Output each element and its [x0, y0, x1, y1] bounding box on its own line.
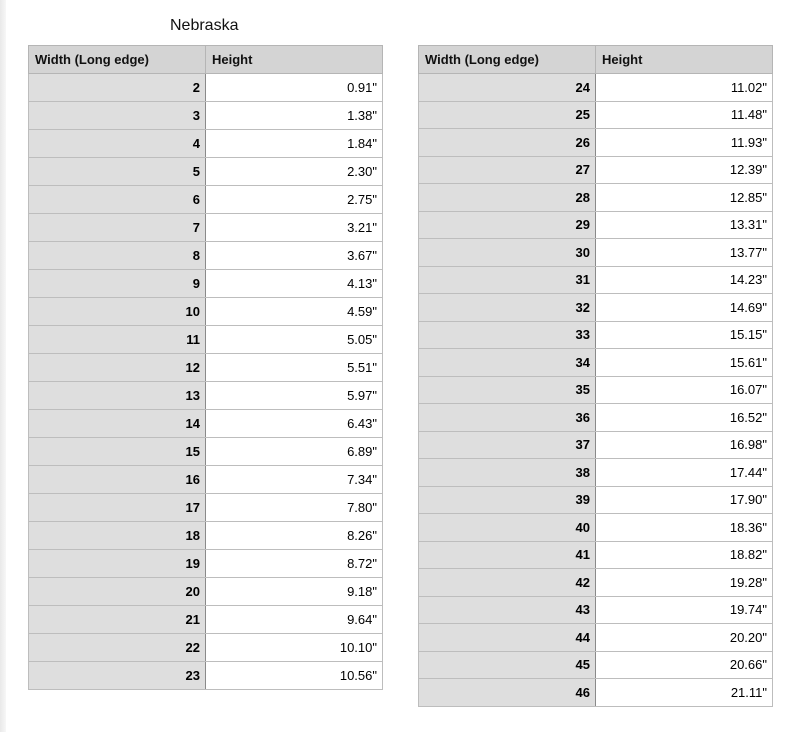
document-title: Nebraska	[170, 17, 239, 34]
table-row	[419, 129, 773, 157]
page-edge	[0, 0, 6, 732]
width-cell: 12	[29, 354, 206, 382]
table-row	[419, 679, 773, 707]
width-cell: 14	[29, 410, 206, 438]
width-cell: 4	[29, 130, 206, 158]
height-cell: 19.74"	[596, 596, 773, 624]
height-cell: 10.56"	[206, 662, 383, 690]
width-cell: 5	[29, 158, 206, 186]
table-header-row	[419, 46, 773, 74]
table-row	[29, 102, 383, 130]
width-cell: 28	[419, 184, 596, 212]
table-row	[419, 431, 773, 459]
table-row	[29, 550, 383, 578]
table-row	[419, 459, 773, 487]
height-cell: 8.72"	[206, 550, 383, 578]
height-cell: 3.67"	[206, 242, 383, 270]
width-cell: 13	[29, 382, 206, 410]
height-cell: 16.52"	[596, 404, 773, 432]
width-cell: 34	[419, 349, 596, 377]
width-cell: 2	[29, 74, 206, 102]
table-row	[419, 211, 773, 239]
table-row	[29, 298, 383, 326]
height-cell: 21.11"	[596, 679, 773, 707]
table-row	[29, 214, 383, 242]
width-cell: 36	[419, 404, 596, 432]
height-cell: 20.20"	[596, 624, 773, 652]
table-row	[29, 578, 383, 606]
width-cell: 25	[419, 101, 596, 129]
width-cell: 37	[419, 431, 596, 459]
table-row	[29, 242, 383, 270]
height-cell: 19.28"	[596, 569, 773, 597]
height-cell: 10.10"	[206, 634, 383, 662]
table-row	[419, 376, 773, 404]
table-row	[419, 486, 773, 514]
table-header-row	[29, 46, 383, 74]
table-row	[419, 294, 773, 322]
height-cell: 9.64"	[206, 606, 383, 634]
table-row	[419, 651, 773, 679]
height-cell: 5.51"	[206, 354, 383, 382]
table-row	[419, 101, 773, 129]
width-cell: 33	[419, 321, 596, 349]
height-cell: 17.44"	[596, 459, 773, 487]
height-cell: 12.85"	[596, 184, 773, 212]
height-cell: 6.89"	[206, 438, 383, 466]
width-cell: 29	[419, 211, 596, 239]
size-table-left	[28, 45, 383, 690]
table-row	[419, 239, 773, 267]
height-cell: 14.23"	[596, 266, 773, 294]
column-header-width: Width (Long edge)	[419, 46, 596, 74]
table-row	[29, 158, 383, 186]
height-cell: 12.39"	[596, 156, 773, 184]
size-table-right	[418, 45, 773, 707]
width-cell: 8	[29, 242, 206, 270]
table-row	[419, 156, 773, 184]
height-cell: 11.48"	[596, 101, 773, 129]
table-row	[29, 662, 383, 690]
height-cell: 14.69"	[596, 294, 773, 322]
column-header-height: Height	[206, 46, 383, 74]
table-row	[419, 404, 773, 432]
table-row	[29, 494, 383, 522]
width-cell: 11	[29, 326, 206, 354]
table-row	[419, 74, 773, 102]
width-cell: 46	[419, 679, 596, 707]
height-cell: 5.05"	[206, 326, 383, 354]
width-cell: 41	[419, 541, 596, 569]
width-cell: 30	[419, 239, 596, 267]
height-cell: 16.98"	[596, 431, 773, 459]
width-cell: 38	[419, 459, 596, 487]
table-row	[419, 514, 773, 542]
table-row	[29, 438, 383, 466]
table-row	[419, 321, 773, 349]
table-row	[29, 606, 383, 634]
height-cell: 16.07"	[596, 376, 773, 404]
table-row	[419, 541, 773, 569]
width-cell: 3	[29, 102, 206, 130]
height-cell: 13.77"	[596, 239, 773, 267]
table-row	[419, 184, 773, 212]
height-cell: 13.31"	[596, 211, 773, 239]
table-row	[29, 634, 383, 662]
table-row	[419, 596, 773, 624]
width-cell: 21	[29, 606, 206, 634]
table-row	[419, 349, 773, 377]
column-header-height: Height	[596, 46, 773, 74]
width-cell: 22	[29, 634, 206, 662]
width-cell: 39	[419, 486, 596, 514]
width-cell: 20	[29, 578, 206, 606]
height-cell: 15.61"	[596, 349, 773, 377]
table-body	[29, 74, 383, 690]
height-cell: 3.21"	[206, 214, 383, 242]
height-cell: 17.90"	[596, 486, 773, 514]
table-row	[29, 130, 383, 158]
height-cell: 2.75"	[206, 186, 383, 214]
width-cell: 19	[29, 550, 206, 578]
width-cell: 10	[29, 298, 206, 326]
width-cell: 44	[419, 624, 596, 652]
height-cell: 9.18"	[206, 578, 383, 606]
height-cell: 6.43"	[206, 410, 383, 438]
width-cell: 9	[29, 270, 206, 298]
height-cell: 4.59"	[206, 298, 383, 326]
height-cell: 15.15"	[596, 321, 773, 349]
width-cell: 42	[419, 569, 596, 597]
table-row	[29, 326, 383, 354]
height-cell: 4.13"	[206, 270, 383, 298]
table-row	[29, 466, 383, 494]
table-row	[29, 186, 383, 214]
height-cell: 18.82"	[596, 541, 773, 569]
width-cell: 32	[419, 294, 596, 322]
height-cell: 7.34"	[206, 466, 383, 494]
column-header-width: Width (Long edge)	[29, 46, 206, 74]
width-cell: 26	[419, 129, 596, 157]
height-cell: 11.93"	[596, 129, 773, 157]
width-cell: 45	[419, 651, 596, 679]
table-row	[29, 410, 383, 438]
height-cell: 1.38"	[206, 102, 383, 130]
height-cell: 11.02"	[596, 74, 773, 102]
width-cell: 24	[419, 74, 596, 102]
height-cell: 0.91"	[206, 74, 383, 102]
table-row	[419, 266, 773, 294]
width-cell: 15	[29, 438, 206, 466]
table-body	[419, 74, 773, 707]
width-cell: 23	[29, 662, 206, 690]
table-row	[29, 382, 383, 410]
table-row	[29, 74, 383, 102]
width-cell: 6	[29, 186, 206, 214]
width-cell: 31	[419, 266, 596, 294]
table-row	[29, 522, 383, 550]
width-cell: 43	[419, 596, 596, 624]
height-cell: 2.30"	[206, 158, 383, 186]
width-cell: 17	[29, 494, 206, 522]
width-cell: 40	[419, 514, 596, 542]
width-cell: 7	[29, 214, 206, 242]
width-cell: 35	[419, 376, 596, 404]
width-cell: 27	[419, 156, 596, 184]
height-cell: 8.26"	[206, 522, 383, 550]
table-row	[419, 569, 773, 597]
height-cell: 20.66"	[596, 651, 773, 679]
table-row	[419, 624, 773, 652]
height-cell: 5.97"	[206, 382, 383, 410]
width-cell: 18	[29, 522, 206, 550]
table-row	[29, 270, 383, 298]
width-cell: 16	[29, 466, 206, 494]
height-cell: 7.80"	[206, 494, 383, 522]
height-cell: 1.84"	[206, 130, 383, 158]
table-row	[29, 354, 383, 382]
height-cell: 18.36"	[596, 514, 773, 542]
